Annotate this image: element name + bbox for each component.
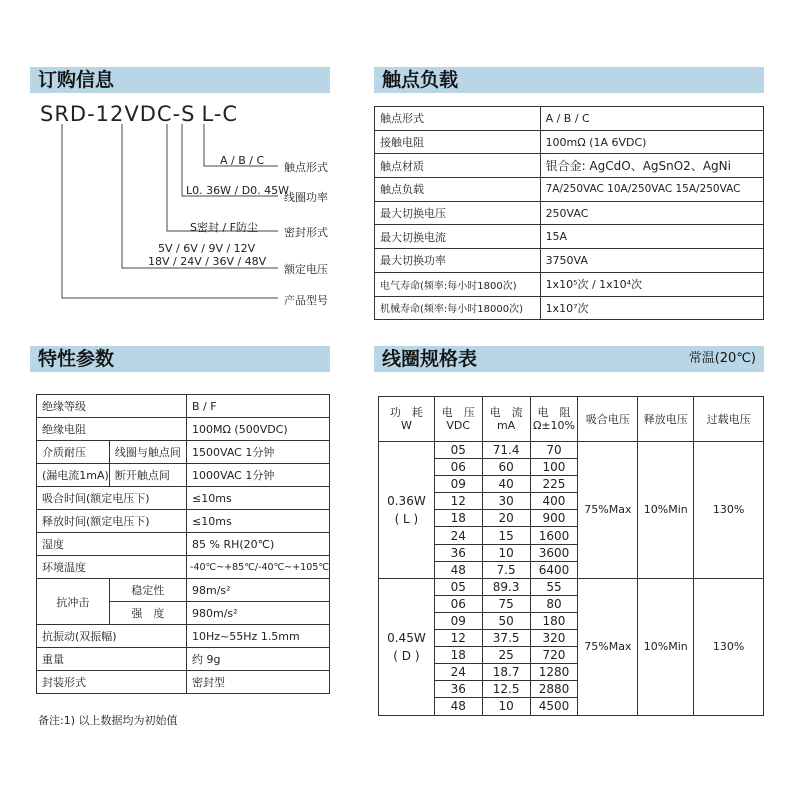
contact-load-value: A / B / C (540, 107, 763, 131)
char-label: 封装形式 (37, 671, 187, 694)
coil-col-header-line1: 功 耗 (389, 406, 423, 419)
char-row-ambient-temp (37, 556, 330, 579)
coil-overload: 130% (694, 442, 764, 579)
char-value: 98m/s² (187, 579, 330, 602)
coil-voltage: 18 (434, 510, 482, 527)
coil-resistance: 225 (530, 476, 578, 493)
char-value: ≤10ms (187, 510, 330, 533)
coil-power-code: ( L ) (394, 511, 419, 526)
coil-col-header (434, 397, 482, 442)
coil-release: 10%Min (638, 578, 694, 715)
char-row-vibration (37, 625, 330, 648)
char-sublabel: 线圈与触点间 (109, 441, 186, 464)
coil-voltage: 12 (434, 493, 482, 510)
coil-col-header (530, 397, 578, 442)
coil-pull-in: 75%Max (578, 578, 638, 715)
coil-power-code: ( D ) (393, 648, 420, 663)
char-value: 100MΩ (500VDC) (187, 418, 330, 441)
contact-load-row (375, 130, 764, 154)
char-row-package (37, 671, 330, 694)
coil-voltage: 24 (434, 527, 482, 544)
char-label: 抗冲击 (37, 579, 110, 625)
coil-resistance: 80 (530, 595, 578, 612)
contact-load-label: 机械寿命(频率:每小时18000次) (375, 296, 541, 320)
coil-power: 0.45W (387, 630, 426, 645)
coil-voltage: 09 (434, 476, 482, 493)
coil-voltage: 06 (434, 459, 482, 476)
contact-load-title: 触点负载 (382, 69, 459, 91)
coil-col-header-line1: 电 流 (489, 406, 523, 419)
char-value: 10Hz~55Hz 1.5mm (187, 625, 330, 648)
coil-resistance: 720 (530, 647, 578, 664)
coil-col-header (482, 397, 530, 442)
coil-resistance: 900 (530, 510, 578, 527)
coil-resistance: 400 (530, 493, 578, 510)
contact-load-row (375, 225, 764, 249)
char-value: -40℃~+85℃/-40℃~+105℃ (187, 556, 330, 579)
char-value: 1500VAC 1分钟 (187, 441, 330, 464)
coil-col-header (694, 397, 764, 442)
char-row-weight (37, 648, 330, 671)
coil-voltage: 05 (434, 578, 482, 595)
coil-resistance: 4500 (530, 698, 578, 715)
coil-col-header-line2: VDC (446, 419, 471, 432)
coil-resistance: 1280 (530, 664, 578, 681)
model-part-contact: -C (213, 102, 239, 126)
contact-load-value: 1x10⁷次 (540, 296, 763, 320)
coil-resistance: 1600 (530, 527, 578, 544)
char-sublabel: 断开触点间 (109, 464, 186, 487)
contact-load-value: 7A/250VAC 10A/250VAC 15A/250VAC (540, 178, 763, 202)
coil-resistance: 320 (530, 630, 578, 647)
coil-col-header-line2: mA (496, 419, 516, 432)
callout-seal-label: 密封形式 (284, 226, 328, 239)
coil-header (374, 346, 764, 372)
coil-resistance: 180 (530, 612, 578, 629)
coil-row (379, 578, 764, 595)
coil-spec-table (378, 396, 764, 716)
coil-col-header-line2: Ω±10% (532, 419, 576, 432)
coil-resistance: 3600 (530, 544, 578, 561)
ordering-title: 订购信息 (38, 69, 115, 91)
coil-overload: 130% (694, 578, 764, 715)
char-label: 绝缘等级 (37, 395, 187, 418)
char-row-dielectric-1 (37, 441, 330, 464)
char-value: 85 % RH(20℃) (187, 533, 330, 556)
coil-current: 18.7 (482, 664, 530, 681)
coil-voltage: 09 (434, 612, 482, 629)
coil-col-header (578, 397, 638, 442)
char-row-shock-1 (37, 579, 330, 602)
coil-power: 0.36W (387, 493, 426, 508)
characteristics-title: 特性参数 (38, 348, 115, 370)
coil-current: 25 (482, 647, 530, 664)
coil-header-row (379, 397, 764, 442)
coil-current: 89.3 (482, 578, 530, 595)
contact-load-label: 接触电阻 (375, 130, 541, 154)
char-row-pull-in (37, 487, 330, 510)
char-label: 释放时间(额定电压下) (37, 510, 187, 533)
callout-coil-power-values: L0. 36W / D0. 45W (186, 184, 290, 197)
coil-current: 20 (482, 510, 530, 527)
coil-resistance: 6400 (530, 561, 578, 578)
contact-load-row (375, 272, 764, 296)
coil-voltage: 05 (434, 442, 482, 459)
coil-current: 10 (482, 544, 530, 561)
coil-col-header-line1: 电 阻 (537, 406, 571, 419)
callout-voltage-label: 额定电压 (284, 263, 328, 276)
contact-load-label: 电气寿命(频率:每小时1800次) (375, 272, 541, 296)
contact-load-row (375, 249, 764, 273)
coil-row (379, 442, 764, 459)
contact-load-value: 250VAC (540, 201, 763, 225)
coil-voltage: 48 (434, 698, 482, 715)
char-row-insulation-resistance (37, 418, 330, 441)
contact-load-label: 最大切换电流 (375, 225, 541, 249)
characteristics-note: 备注:1) 以上数据均为初始值 (38, 714, 178, 727)
coil-col-header-line2: W (400, 419, 412, 432)
coil-power-cell (379, 442, 435, 579)
coil-resistance: 2880 (530, 681, 578, 698)
contact-load-value: 银合金: AgCdO、AgSnO2、AgNi (540, 154, 763, 178)
coil-current: 12.5 (482, 681, 530, 698)
char-label: (漏电流1mA) (37, 464, 110, 487)
contact-load-row (375, 107, 764, 131)
coil-col-header-line1: 过载电压 (706, 412, 751, 426)
coil-voltage: 06 (434, 595, 482, 612)
contact-load-value: 15A (540, 225, 763, 249)
contact-load-label: 最大切换电压 (375, 201, 541, 225)
char-row-dielectric-2 (37, 464, 330, 487)
contact-load-label: 触点材质 (375, 154, 541, 178)
coil-current: 40 (482, 476, 530, 493)
char-value: 1000VAC 1分钟 (187, 464, 330, 487)
char-sublabel: 强 度 (109, 602, 186, 625)
coil-col-header-line1: 释放电压 (643, 412, 688, 426)
coil-current: 10 (482, 698, 530, 715)
char-label: 介质耐压 (37, 441, 110, 464)
coil-resistance: 100 (530, 459, 578, 476)
char-value: B / F (187, 395, 330, 418)
coil-voltage: 24 (434, 664, 482, 681)
contact-load-value: 100mΩ (1A 6VDC) (540, 130, 763, 154)
char-value: 980m/s² (187, 602, 330, 625)
coil-power-cell (379, 578, 435, 715)
char-row-insulation-grade (37, 395, 330, 418)
char-label: 抗振动(双振幅) (37, 625, 187, 648)
callout-voltage-values-2: 18V / 24V / 36V / 48V (148, 255, 267, 268)
characteristics-table (36, 394, 330, 694)
coil-voltage: 48 (434, 561, 482, 578)
contact-load-value: 1x10⁵次 / 1x10⁴次 (540, 272, 763, 296)
callout-contact-form-values: A / B / C (220, 154, 265, 167)
char-row-release (37, 510, 330, 533)
coil-voltage: 36 (434, 544, 482, 561)
coil-resistance: 55 (530, 578, 578, 595)
coil-voltage: 36 (434, 681, 482, 698)
coil-col-header-line1: 吸合电压 (585, 412, 630, 426)
char-value: ≤10ms (187, 487, 330, 510)
callout-coil-power-label: 线圈功率 (284, 191, 328, 204)
coil-resistance: 70 (530, 442, 578, 459)
contact-load-value: 3750VA (540, 249, 763, 273)
coil-release: 10%Min (638, 442, 694, 579)
char-row-humidity (37, 533, 330, 556)
callout-seal-values: S密封 / F防尘 (190, 221, 259, 234)
coil-current: 60 (482, 459, 530, 476)
model-part-main: SRD-12VDC-S (40, 102, 196, 126)
contact-load-row (375, 296, 764, 320)
coil-current: 7.5 (482, 561, 530, 578)
char-value: 约 9g (187, 648, 330, 671)
coil-current: 15 (482, 527, 530, 544)
callout-contact-form-label: 触点形式 (284, 161, 328, 174)
coil-title: 线圈规格表 (382, 348, 478, 370)
coil-current: 30 (482, 493, 530, 510)
contact-load-row (375, 154, 764, 178)
contact-load-label: 触点负载 (375, 178, 541, 202)
contact-load-row (375, 178, 764, 202)
contact-load-header (374, 67, 764, 93)
contact-load-label: 触点形式 (375, 107, 541, 131)
coil-pull-in: 75%Max (578, 442, 638, 579)
coil-col-header-line1: 电 压 (441, 406, 475, 419)
coil-subtitle: 常温(20℃) (688, 351, 756, 366)
char-value: 密封型 (187, 671, 330, 694)
callout-voltage-values-1: 5V / 6V / 9V / 12V (158, 242, 256, 255)
callout-model-label: 产品型号 (284, 294, 328, 307)
char-label: 重量 (37, 648, 187, 671)
char-label: 吸合时间(额定电压下) (37, 487, 187, 510)
model-part-power: L (201, 102, 214, 126)
char-sublabel: 稳定性 (109, 579, 186, 602)
coil-current: 75 (482, 595, 530, 612)
char-label: 湿度 (37, 533, 187, 556)
contact-load-label: 最大切换功率 (375, 249, 541, 273)
char-label: 环境温度 (37, 556, 187, 579)
coil-current: 50 (482, 612, 530, 629)
contact-load-row (375, 201, 764, 225)
coil-voltage: 12 (434, 630, 482, 647)
char-label: 绝缘电阻 (37, 418, 187, 441)
coil-current: 37.5 (482, 630, 530, 647)
characteristics-header (30, 346, 330, 372)
contact-load-table (374, 106, 764, 320)
coil-voltage: 18 (434, 647, 482, 664)
coil-current: 71.4 (482, 442, 530, 459)
coil-col-header (638, 397, 694, 442)
coil-col-header (379, 397, 435, 442)
